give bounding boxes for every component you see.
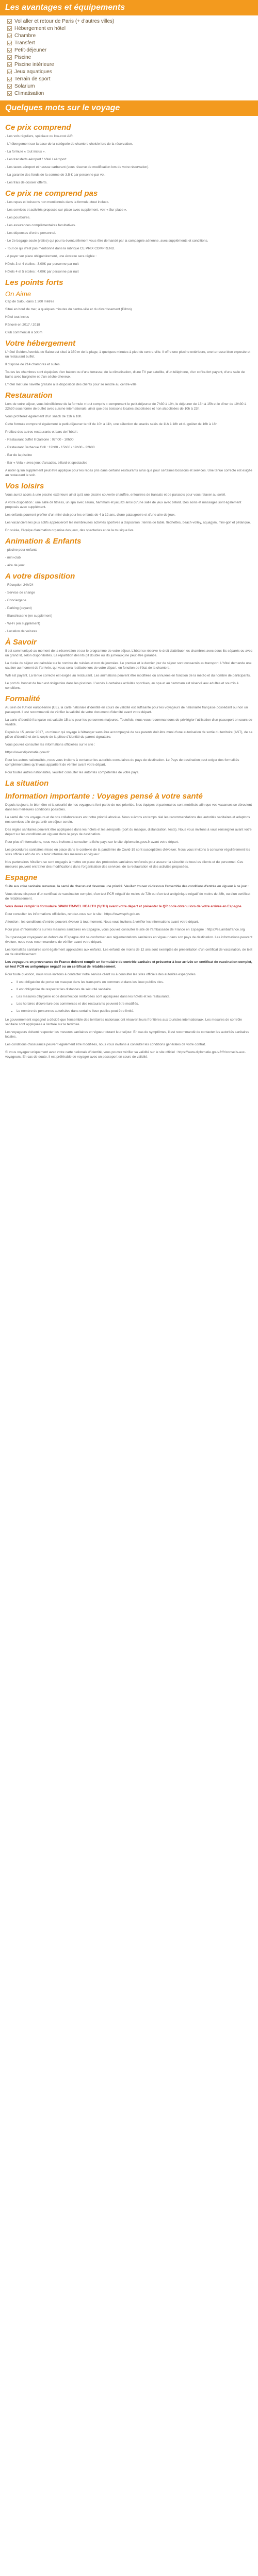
paragraph: - Les repas et boissons non mentionnés dans la formule «tout inclus». bbox=[5, 200, 109, 204]
check-icon bbox=[7, 48, 12, 53]
check-icon bbox=[7, 26, 12, 31]
paragraph: Les conditions d'assurance peuvent également être modifiées, nous vous invitons à consulter les conditions générales de votre contrat. bbox=[5, 1043, 206, 1046]
section-header: Quelques mots sur le voyage bbox=[0, 100, 258, 116]
advantage-item bbox=[7, 76, 258, 82]
intro-note: Suite aux crise sanitaire survenue, la santé de chacun est devenue une priorité. Veuillez trouver ci-dessous l'ensemble des conditions d'entrée en vigueur à ce jour : bbox=[5, 885, 249, 888]
advantage-label: Hébergement en hôtel bbox=[14, 26, 66, 31]
paragraph: - Tout ce qui n'est pas mentionné dans la rubrique CE PRIX COMPREND. bbox=[5, 247, 115, 250]
bullet-item: • Le nombre de personnes autorisées dans certains lieux publics peut être limité. bbox=[17, 1009, 253, 1013]
paragraph: Des règles sanitaires peuvent être appliquées dans les hôtels et les aéroports (port du masque, distanciation, tests). Nous vous invitons à vous renseigner avant votre départ sur les conditions en vigueur dans le pays de destination. bbox=[5, 828, 252, 836]
bullet-item: • Les horaires d'ouverture des commerces et des restaurants peuvent être modifiés. bbox=[17, 1002, 253, 1006]
section-body bbox=[0, 116, 258, 1059]
page bbox=[0, 0, 258, 1062]
paragraph: Depuis toujours, le bien-être et la sécurité de nos voyageurs font partie de nos priorités. Nos équipes et partenaires sont mobilisés afin que vos vacances se déroulent dans les meilleures conditions possibles. bbox=[5, 803, 252, 811]
paragraph: - aire de jeux bbox=[5, 564, 25, 567]
paragraph: - piscine pour enfants bbox=[5, 548, 38, 552]
check-icon bbox=[7, 55, 12, 60]
paragraph: Situé en bord de mer, à quelques minutes du centre-ville et du divertissement (Dilmo) bbox=[5, 308, 132, 311]
paragraph: A votre disposition : une salle de fitness, un spa avec sauna, hammam et jacuzzi ainsi qu'une salle de jeux avec billard. Des soins et massages sont également proposés avec supplément. bbox=[5, 501, 241, 509]
paragraph: Au sein de l'Union européenne (UE), la carte nationale d'identité en cours de validité est suffisante pour les voyageurs de nationalité française possédant ou non un passeport. Il est recommandé de vérifier la validité de votre document d'identité avant votre départ. bbox=[5, 706, 248, 714]
subsection-title: Ce prix comprend bbox=[5, 123, 71, 132]
paragraph: - Les services et activités proposés sur place avec supplément, voir « Sur place ». bbox=[5, 208, 127, 212]
paragraph: Pour toutes autres nationalités, veuillez consulter les autorités compétentes de votre pays. bbox=[5, 771, 139, 774]
important-notice: Vous devez remplir le formulaire SPAIN TRAVEL HEALTH (SpTH) avant votre départ et présenter le QR code obtenu lors de votre arrivée en Espagne. bbox=[5, 905, 243, 908]
bullet-list bbox=[5, 980, 253, 1013]
check-icon bbox=[7, 91, 12, 96]
check-icon bbox=[7, 70, 12, 74]
advantage-label: Solarium bbox=[14, 83, 35, 89]
paragraph: - La garantie des fonds de la somme de 3,5 € par personne par vol. bbox=[5, 173, 106, 177]
paragraph: - Parking (payant) bbox=[5, 606, 32, 610]
paragraph: Vous aurez accès à une piscine extérieure ainsi qu'à une piscine couverte chauffée, entourées de transats et de parasols pour vous relaxer au soleil. bbox=[5, 493, 226, 497]
paragraph: Vous profiterez également d'un snack de 11h à 18h. bbox=[5, 415, 83, 418]
check-icon bbox=[7, 19, 12, 24]
paragraph: Hôtels 4 et 5 étoiles : 4,00€ par personne par nuit bbox=[5, 270, 79, 274]
check-icon bbox=[7, 62, 12, 67]
paragraph: Le gouvernement espagnol a décidé que l'ensemble des territoires nationaux ont réouvert leurs frontières aux touristes internationaux. Les mesures de contrôle sanitaire sont appliquées à l'entrée sur le territoire. bbox=[5, 1018, 243, 1026]
advantage-item bbox=[7, 62, 258, 67]
paragraph: - Location de voitures bbox=[5, 630, 38, 633]
paragraph: - Les pourboires. bbox=[5, 216, 30, 219]
subsection-title: A votre disposition bbox=[5, 572, 75, 581]
paragraph: - Les vols réguliers, spéciaux ou low-cost A/R. bbox=[5, 134, 74, 138]
paragraph: Wifi est payant. La tenue correcte est exigée au restaurant. Les animations peuvent être modifiées ou annulées en fonction de la météo et du nombre de participants. bbox=[5, 674, 251, 677]
advantage-item bbox=[7, 91, 258, 96]
paragraph: Profitez des autres restaurants et bars de l'hôtel : bbox=[5, 430, 78, 434]
paragraph: La carte d'identité française est valable 15 ans pour les personnes majeures. Toutefois, nous vous recommandons de privilégier l'utilisation d'un passeport en cours de validité. bbox=[5, 718, 252, 726]
paragraph: - Restaurant Barbecue Grill : 12h00 - 15h00 / 19h00 - 22h00 bbox=[5, 446, 95, 449]
subsection-title: Animation & Enfants bbox=[5, 537, 82, 546]
paragraph: Pour plus d'informations, nous vous invitons à consulter la fiche pays sur le site diplomatie.gouv.fr avant votre départ. bbox=[5, 840, 179, 844]
paragraph: - La formule « tout inclus ». bbox=[5, 150, 46, 154]
paragraph: - Les taxes aéroport et hausse carburant (sous réserve de modification lors de votre réservation). bbox=[5, 165, 150, 169]
bullet-item: • Il est obligatoire de porter un masque dans les transports en commun et dans les lieux publics clos. bbox=[17, 980, 253, 985]
paragraph: A noter qu'un supplément peut être appliqué pour les repas pris dans certains restaurants ainsi que pour certaines boissons et services. Une tenue correcte est exigée au restaurant le soir. bbox=[5, 469, 252, 477]
bullet-item: • Les mesures d'hygiène et de désinfection renforcées sont appliquées dans les hôtels et les restaurants. bbox=[17, 994, 253, 999]
paragraph: - Les frais de dossier offerts. bbox=[5, 181, 47, 184]
subsection-subtitle: On Aime bbox=[5, 290, 31, 298]
paragraph: - Les assurances complémentaires facultatives. bbox=[5, 224, 76, 227]
subsection-title: Les points forts bbox=[5, 278, 63, 287]
advantages-header: Les avantages et équipements bbox=[0, 0, 258, 15]
paragraph: Il dispose de 214 chambres et suites. bbox=[5, 363, 61, 366]
advantage-item bbox=[7, 69, 258, 75]
paragraph: - Service de change bbox=[5, 591, 35, 595]
paragraph: La santé de nos voyageurs et de nos collaborateurs est notre priorité absolue. Nous suivons en temps réel les recommandations des autorités sanitaires et adaptons nos services afin de garantir un séjour serein. bbox=[5, 816, 250, 824]
paragraph: Cap de Salou dans 1 200 mètres bbox=[5, 300, 55, 303]
advantage-item bbox=[7, 19, 258, 24]
advantage-item bbox=[7, 40, 258, 46]
check-icon bbox=[7, 33, 12, 38]
subsection-title: La situation bbox=[5, 779, 49, 788]
paragraph: Vous pouvez consulter les informations officielles sur le site : bbox=[5, 743, 95, 747]
paragraph: Club commercial à 500m bbox=[5, 331, 42, 334]
advantage-label: Vol aller et retour de Paris (+ d'autres villes) bbox=[14, 19, 115, 24]
paragraph: - Le 2e bagage soute (valise) qui pourra éventuellement vous être demandé par la compagnie aérienne, avec suppléments et conditions. bbox=[5, 239, 208, 243]
advantage-item bbox=[7, 83, 258, 89]
paragraph: Pour consulter les informations officielles, rendez-vous sur le site : https://www.spth.gob.es bbox=[5, 912, 140, 916]
advantages-list bbox=[0, 19, 258, 96]
paragraph: - Bar de la piscine bbox=[5, 453, 33, 457]
advantage-item bbox=[7, 26, 258, 31]
paragraph: Les voyageurs doivent respecter les mesures sanitaires en vigueur durant leur séjour. En cas de symptômes, il est recommandé de contacter les autorités sanitaires locales. bbox=[5, 1030, 249, 1039]
paragraph: - Conciergerie bbox=[5, 599, 26, 602]
subsection-title: Information importante : Voyages pensé à votre santé bbox=[5, 792, 203, 801]
paragraph: Depuis le 15 janvier 2017, un mineur qui voyage à l'étranger sans être accompagné de ses parents doit être muni d'une autorisation de sortie du territoire (AST), de sa pièce d'identité et de la copie de la pièce d'identité du parent signataire. bbox=[5, 731, 253, 739]
check-icon bbox=[7, 84, 12, 89]
paragraph: Les vacanciers les plus actifs apprécieront les nombreuses activités sportives à disposition : tennis de table, fléchettes, beach-volley, aquagym, mini-golf et pétanque. bbox=[5, 521, 251, 524]
paragraph: Lors de votre séjour, vous bénéficierez de la formule « tout compris » comprenant le petit-déjeuner de 7h30 à 10h, le déjeuner de 13h à 15h et le dîner de 19h30 à 22h30 sous forme de buffet avec cuisine internationale, ainsi que des boissons locales alcoolisées et non alcoolisées de 10h à 23h. bbox=[5, 402, 247, 411]
highlight-paragraph: Les voyageurs en provenance de France doivent remplir un formulaire de contrôle sanitaire et présenter à leur arrivée un certificat de vaccination complet, un test PCR ou antigénique négatif ou un certificat de rétablissement. bbox=[5, 960, 252, 969]
paragraph: Le port du bonnet de bain est obligatoire dans les piscines. L'accès à certaines activités sportives, au spa et au hammam est réservé aux adultes et soumis à conditions. bbox=[5, 682, 239, 690]
paragraph: Les enfants pourront profiter d'un mini-club pour les enfants de 4 à 12 ans, d'une pataugeoire et d'une aire de jeux. bbox=[5, 513, 176, 517]
paragraph: Toutes les chambres sont équipées d'un balcon ou d'une terrasse, de la climatisation, d'une TV par satellite, d'un téléphone, d'un coffre-fort payant, d'une salle de bains avec baignoire et d'un sèche-cheveux. bbox=[5, 370, 245, 379]
subsection-title: Votre hébergement bbox=[5, 339, 76, 348]
paragraph: Hôtels 3 et 4 étoiles : 3,00€ par personne par nuit bbox=[5, 262, 79, 266]
paragraph: Les formalités sanitaires sont également applicables aux enfants. Les enfants de moins de 12 ans sont exemptés de présentation d'un certificat de vaccination, de test ou de rétablissement. bbox=[5, 948, 252, 956]
subsection-title: Espagne bbox=[5, 873, 38, 882]
advantage-label: Climatisation bbox=[14, 91, 44, 96]
paragraph: La durée du séjour est calculée sur le nombre de nuitées et non de journées. Le premier et le dernier jour de séjour sont consacrés au transport. L'hôtel demande une caution au moment de l'arrivée, qui vous sera restituée lors de votre départ, en fonction de l'état de la chambre. bbox=[5, 662, 252, 670]
paragraph: - Bar « Vela » avec jeux d'arcades, billard et spectacles bbox=[5, 461, 88, 465]
paragraph: Attention : les conditions d'entrée peuvent évoluer à tout moment. Nous vous invitons à vérifier les informations avant votre départ. bbox=[5, 920, 199, 924]
paragraph: Vous devez disposer d'un certificat de vaccination complet, d'un test PCR négatif de moins de 72h ou d'un test antigénique négatif de moins de 48h, ou d'un certificat de rétablissement. bbox=[5, 892, 251, 901]
paragraph: - Restaurant buffet Il Galeone : 07h00 - 10h00 bbox=[5, 438, 74, 442]
advantage-label: Transfert bbox=[14, 40, 35, 46]
paragraph: Hôtel tout inclus bbox=[5, 315, 29, 319]
bullet-item: • Il est obligatoire de respecter les distances de sécurité sanitaire. bbox=[17, 987, 253, 992]
subsection-title: Ce prix ne comprend pas bbox=[5, 189, 98, 198]
paragraph: - mini-club bbox=[5, 556, 21, 560]
advantage-label: Jeux aquatiques bbox=[14, 69, 52, 75]
paragraph: Rénové en 2017 / 2018 bbox=[5, 323, 40, 327]
advantage-label: Piscine bbox=[14, 55, 31, 60]
advantage-label: Terrain de sport bbox=[14, 76, 51, 82]
subsection-title: Vos loisirs bbox=[5, 482, 44, 490]
paragraph: L'hôtel met une navette gratuite à la disposition des clients pour se rendre au centre-ville. bbox=[5, 383, 138, 386]
paragraph: Il est communiqué au moment de la réservation et sur le programme de votre séjour. L'hôtel se réserve le droit d'attribuer les chambres avec deux lits séparés ou avec un grand lit, selon disponibilités. La répartition des lits (lit double ou lits jumeaux) ne peut être garantie. bbox=[5, 649, 253, 657]
paragraph: - Les dépenses d'ordre personnel. bbox=[5, 231, 56, 235]
paragraph: - Réception 24h/24 bbox=[5, 583, 34, 587]
paragraph: En soirée, l'équipe d'animation organise des jeux, des spectacles et de la musique live. bbox=[5, 529, 135, 532]
advantage-label: Chambre bbox=[14, 33, 36, 39]
advantage-item bbox=[7, 55, 258, 60]
paragraph: - Wi-Fi (en supplément) bbox=[5, 622, 40, 625]
check-icon bbox=[7, 41, 12, 45]
paragraph: Pour plus d'informations sur les mesures sanitaires en Espagne, vous pouvez consulter le site de l'ambassade de France en Espagne : https://es.ambafrance.org bbox=[5, 928, 245, 931]
subsection-title: À Savoir bbox=[5, 638, 37, 647]
paragraph: - Blanchisserie (en supplément) bbox=[5, 614, 53, 618]
paragraph: - A payer sur place obligatoirement, une écotaxe sera réglée : bbox=[5, 255, 97, 258]
paragraph: https://www.diplomatie.gouv.fr bbox=[5, 751, 50, 754]
paragraph: - Les transferts aéroport / hôtel / aéroport. bbox=[5, 158, 68, 161]
paragraph: Nos partenaires hôteliers se sont engagés à mettre en place des protocoles sanitaires renforcés pour assurer la sécurité de tous les clients et du personnel. Ces mesures peuvent entraîner des modifications dans l'organisation des services, de la restauration et des activités proposées. bbox=[5, 860, 244, 869]
paragraph: Si vous voyagez uniquement avec votre carte nationale d'identité, vous pouvez vérifier sa validité sur le site officiel : https://www.diplomatie.gouv.fr/fr/conseils-aux-voyageurs. En cas de doute, il est préférable de voyager avec un passeport en cours de validité. bbox=[5, 1050, 246, 1059]
paragraph: Pour toute question, nous vous invitons à contacter notre service client ou à consulter les sites officiels des autorités espagnoles. bbox=[5, 973, 197, 976]
paragraph: Pour les autres nationalités, nous vous invitons à contacter les autorités consulaires du pays de destination. Le Pays de destination peut exiger des formalités complémentaires qu'il vous appartient de vérifier avant votre départ. bbox=[5, 758, 239, 767]
advantage-label: Piscine intérieure bbox=[14, 62, 54, 67]
subsection-title: Formalité bbox=[5, 694, 40, 703]
paragraph: L'hôtel Golden Avenida de Salou est situé à 350 m de la plage, à quelques minutes à pied du centre-ville. Il offre une piscine extérieure, une terrasse bien exposée et un restaurant buffet. bbox=[5, 350, 251, 359]
subsection-title: Restauration bbox=[5, 391, 53, 400]
paragraph: Cette formule comprend également le petit-déjeuner tardif de 10h à 11h, une sélection de snacks salés de 11h à 18h et du goûter de 16h à 18h. bbox=[5, 422, 219, 426]
paragraph: Les procédures sanitaires mises en place dans le contexte de la pandémie de Covid-19 sont susceptibles d'évoluer. Nous vous invitons à consulter régulièrement les sites officiels afin de vous tenir informé des mesures en vigueur. bbox=[5, 848, 250, 856]
advantage-item bbox=[7, 33, 258, 39]
paragraph: - L'hébergement sur la base de la catégorie de chambre choisie lors de la réservation. bbox=[5, 142, 133, 146]
advantage-label: Petit-déjeuner bbox=[14, 47, 47, 53]
paragraph: Tout passager voyageant en dehors de l'Espagne doit se conformer aux réglementations sanitaires en vigueur dans son pays de destination. Les informations peuvent évoluer, nous vous recommandons de vérifier avant votre départ. bbox=[5, 936, 252, 944]
check-icon bbox=[7, 77, 12, 81]
advantage-item bbox=[7, 47, 258, 53]
